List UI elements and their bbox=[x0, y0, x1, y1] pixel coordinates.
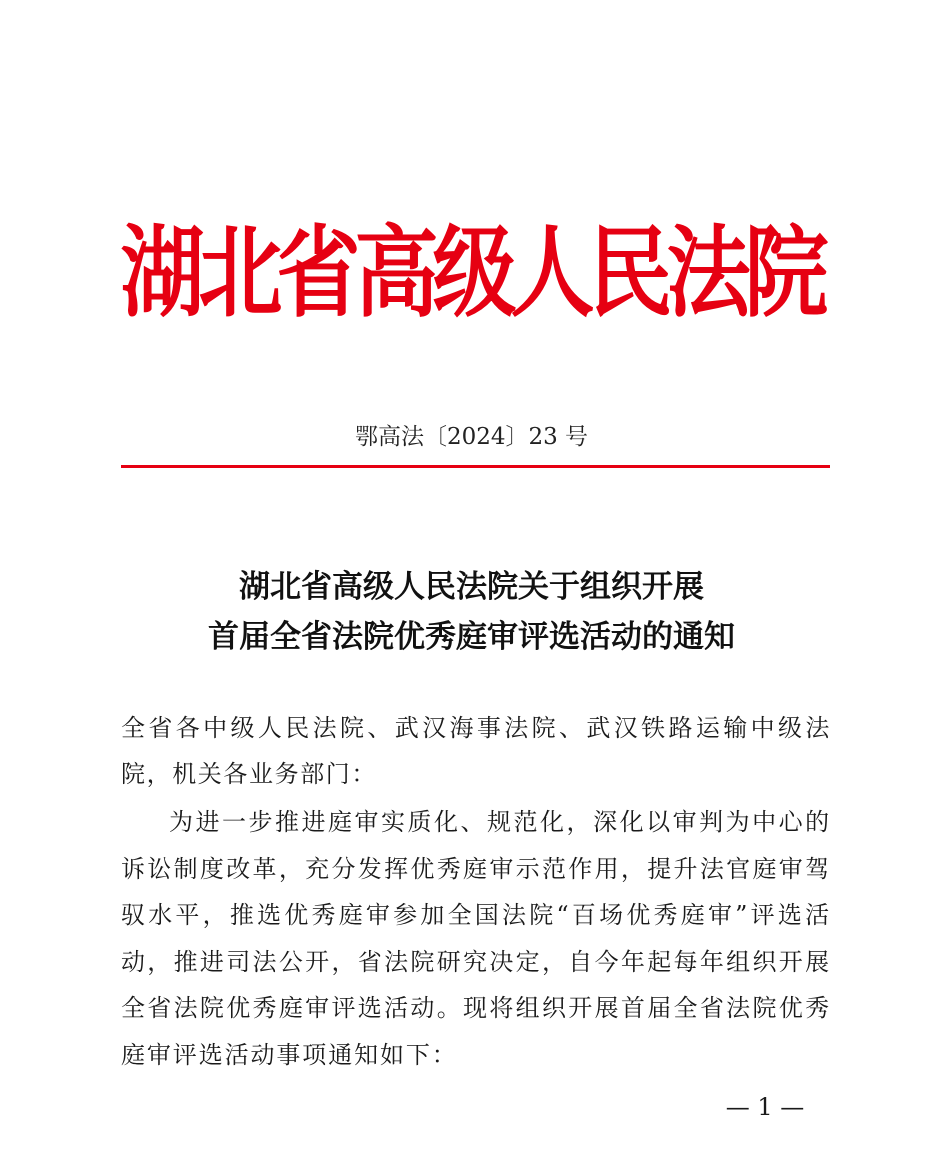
title-line-2: 首届全省法院优秀庭审评选活动的通知 bbox=[208, 619, 735, 655]
page-number: — 1 — bbox=[725, 1093, 805, 1121]
body-paragraph: 为进一步推进庭审实质化、规范化，深化以审判为中心的诉讼制度改革，充分发挥优秀庭审示范作用，提升法官庭审驾驭水平，推选优秀庭审参加全国法院“百场优秀庭审”评选活动，推进司法公开，省法院研究决定，自今年起每年组织开展全省法院优秀庭审评选活动。现将组织开展首届全省法院优秀庭审评选活动事项通知如下： bbox=[121, 808, 831, 1069]
document-title bbox=[0, 562, 943, 662]
addressee-line: 全省各中级人民法院、武汉海事法院、武汉铁路运输中级法院，机关各业务部门： bbox=[121, 714, 831, 788]
issuer-masthead: 湖北省高级人民法院 bbox=[120, 214, 823, 331]
red-divider-line bbox=[121, 465, 830, 468]
title-line-1: 湖北省高级人民法院关于组织开展 bbox=[239, 569, 704, 605]
document-number: 鄂高法〔2024〕23 号 bbox=[354, 424, 589, 450]
